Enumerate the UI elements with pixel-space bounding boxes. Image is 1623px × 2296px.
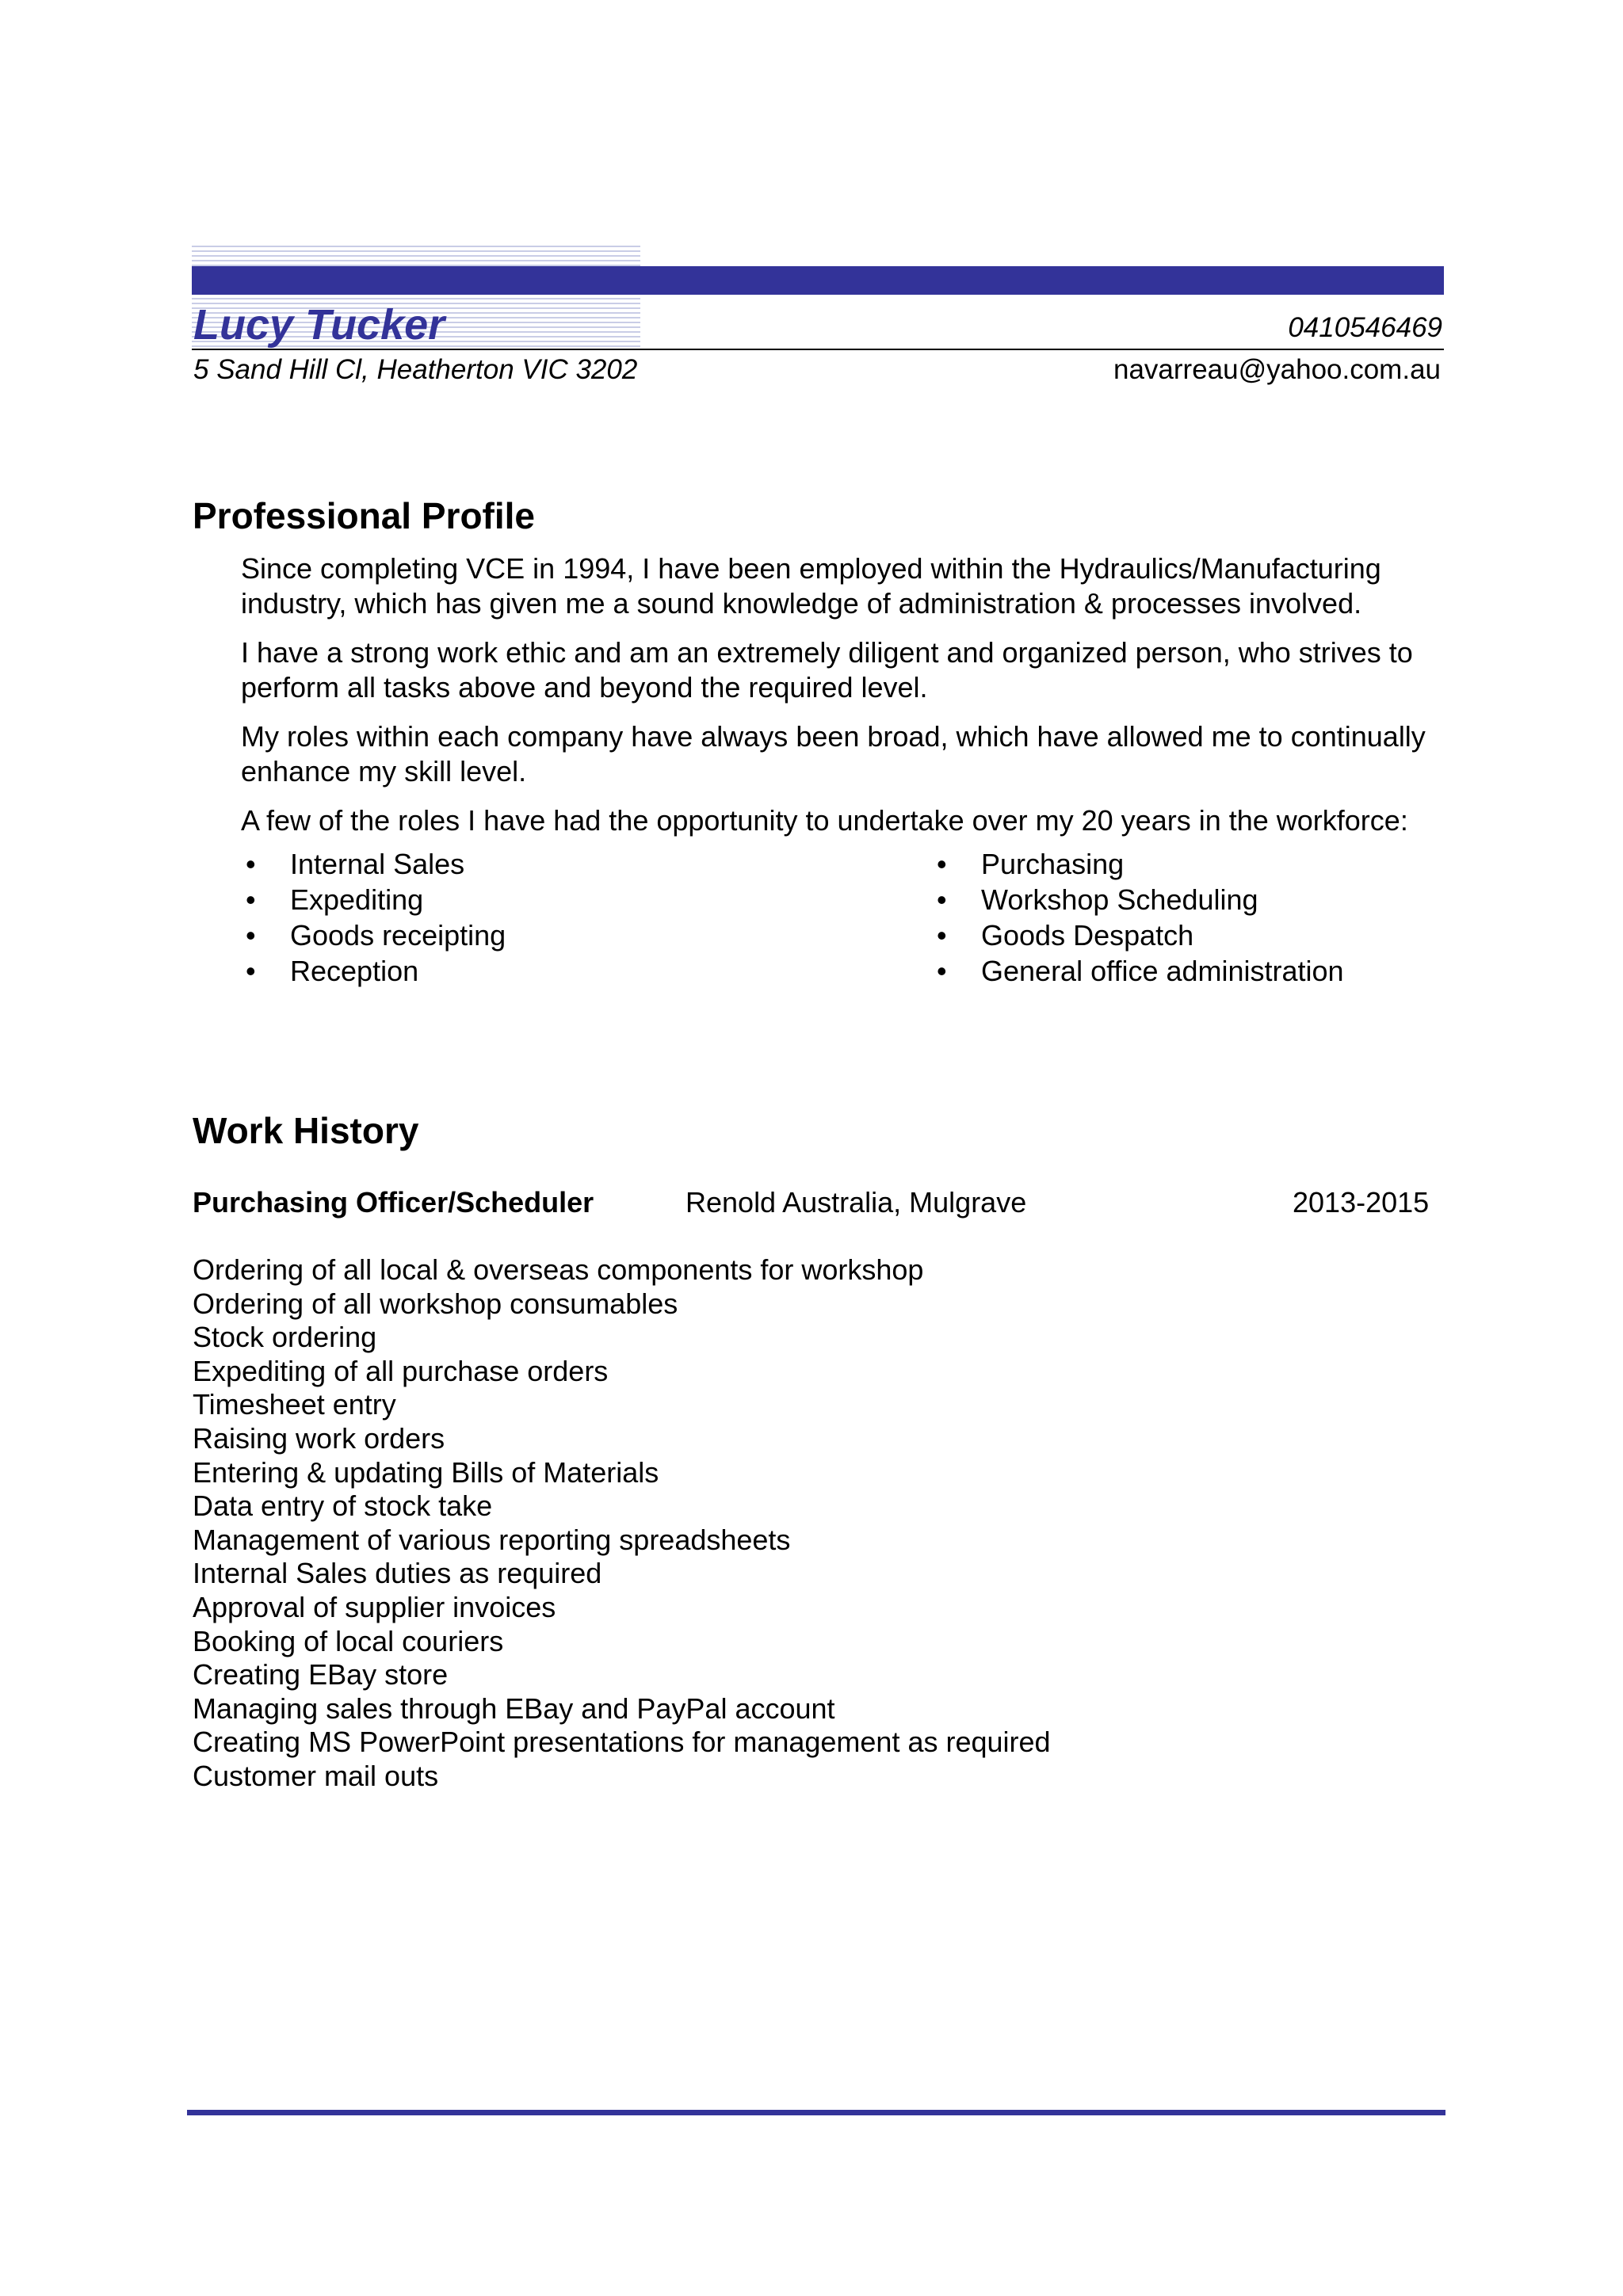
bullet-icon: • — [246, 848, 256, 880]
duty-item: Booking of local couriers — [193, 1624, 504, 1657]
header-accent-bar — [192, 266, 1444, 295]
job-dates: 2013-2015 — [1293, 1186, 1430, 1219]
duty-item: Creating EBay store — [193, 1658, 449, 1691]
bullet-icon: • — [937, 883, 947, 916]
role-item — [241, 846, 506, 882]
header-divider — [192, 349, 1444, 350]
role-label: Internal Sales — [290, 848, 465, 880]
role-label: Goods Despatch — [981, 919, 1194, 952]
bullet-icon: • — [246, 883, 256, 916]
duty-item: Data entry of stock take — [193, 1489, 493, 1523]
role-label: General office administration — [981, 955, 1344, 987]
role-item — [932, 882, 1344, 917]
applicant-name: Lucy Tucker — [193, 301, 445, 349]
profile-paragraph: I have a strong work ethic and am an extremely diligent and organized person, who strives to perform all tasks above and beyond the required level. — [241, 636, 1413, 704]
role-label: Reception — [290, 955, 419, 987]
job-title: Purchasing Officer/Scheduler — [193, 1186, 594, 1219]
role-item — [241, 953, 506, 989]
profile-paragraphs — [241, 551, 1477, 852]
roles-column-right — [932, 846, 1344, 989]
duty-item: Management of various reporting spreadsheets — [193, 1523, 791, 1556]
phone-number: 0410546469 — [1288, 312, 1442, 343]
bullet-icon: • — [937, 919, 947, 952]
section-heading-work-history: Work History — [193, 1110, 419, 1151]
duty-item: Raising work orders — [193, 1421, 445, 1455]
job-company: Renold Australia, Mulgrave — [685, 1186, 1027, 1219]
bullet-icon: • — [246, 955, 256, 987]
duty-item: Timesheet entry — [193, 1388, 396, 1421]
role-label: Purchasing — [981, 848, 1125, 880]
role-item — [932, 917, 1344, 953]
duty-item: Creating MS PowerPoint presentations for management as required — [193, 1726, 1051, 1759]
bullet-icon: • — [246, 919, 256, 952]
duty-item: Ordering of all local & overseas components for workshop — [193, 1253, 924, 1286]
duty-item: Internal Sales duties as required — [193, 1557, 602, 1590]
role-label: Goods receipting — [290, 919, 506, 952]
role-label: Workshop Scheduling — [981, 883, 1258, 916]
role-item — [241, 882, 506, 917]
job-header — [193, 1185, 1445, 1222]
duty-item: Entering & updating Bills of Materials — [193, 1455, 659, 1489]
postal-address: 5 Sand Hill Cl, Heatherton VIC 3202 — [193, 354, 638, 385]
profile-paragraph: A few of the roles I have had the opportunity to undertake over my 20 years in the workforce: — [241, 804, 1408, 837]
role-label: Expediting — [290, 883, 424, 916]
profile-paragraph: Since completing VCE in 1994, I have been employed within the Hydraulics/Manufacturing industry, which has given me a sound knowledge of administration & processes involved. — [241, 552, 1381, 620]
duty-item: Managing sales through EBay and PayPal account — [193, 1691, 835, 1725]
duty-item: Customer mail outs — [193, 1759, 439, 1792]
duty-item: Approval of supplier invoices — [193, 1590, 556, 1623]
bullet-icon: • — [937, 848, 947, 880]
profile-paragraph: My roles within each company have always been broad, which have allowed me to continually enhance my skill level. — [241, 720, 1426, 788]
footer-accent-rule — [187, 2110, 1445, 2115]
duty-item: Stock ordering — [193, 1321, 377, 1354]
role-item — [932, 846, 1344, 882]
section-heading-profile: Professional Profile — [193, 495, 536, 536]
duty-item: Ordering of all workshop consumables — [193, 1287, 678, 1320]
job-duties-list — [193, 1253, 1051, 1794]
duty-item: Expediting of all purchase orders — [193, 1354, 609, 1387]
roles-column-left — [241, 846, 506, 989]
bullet-icon: • — [937, 955, 947, 987]
email-address: navarreau@yahoo.com.au — [1113, 354, 1441, 385]
role-item — [241, 917, 506, 953]
role-item — [932, 953, 1344, 989]
